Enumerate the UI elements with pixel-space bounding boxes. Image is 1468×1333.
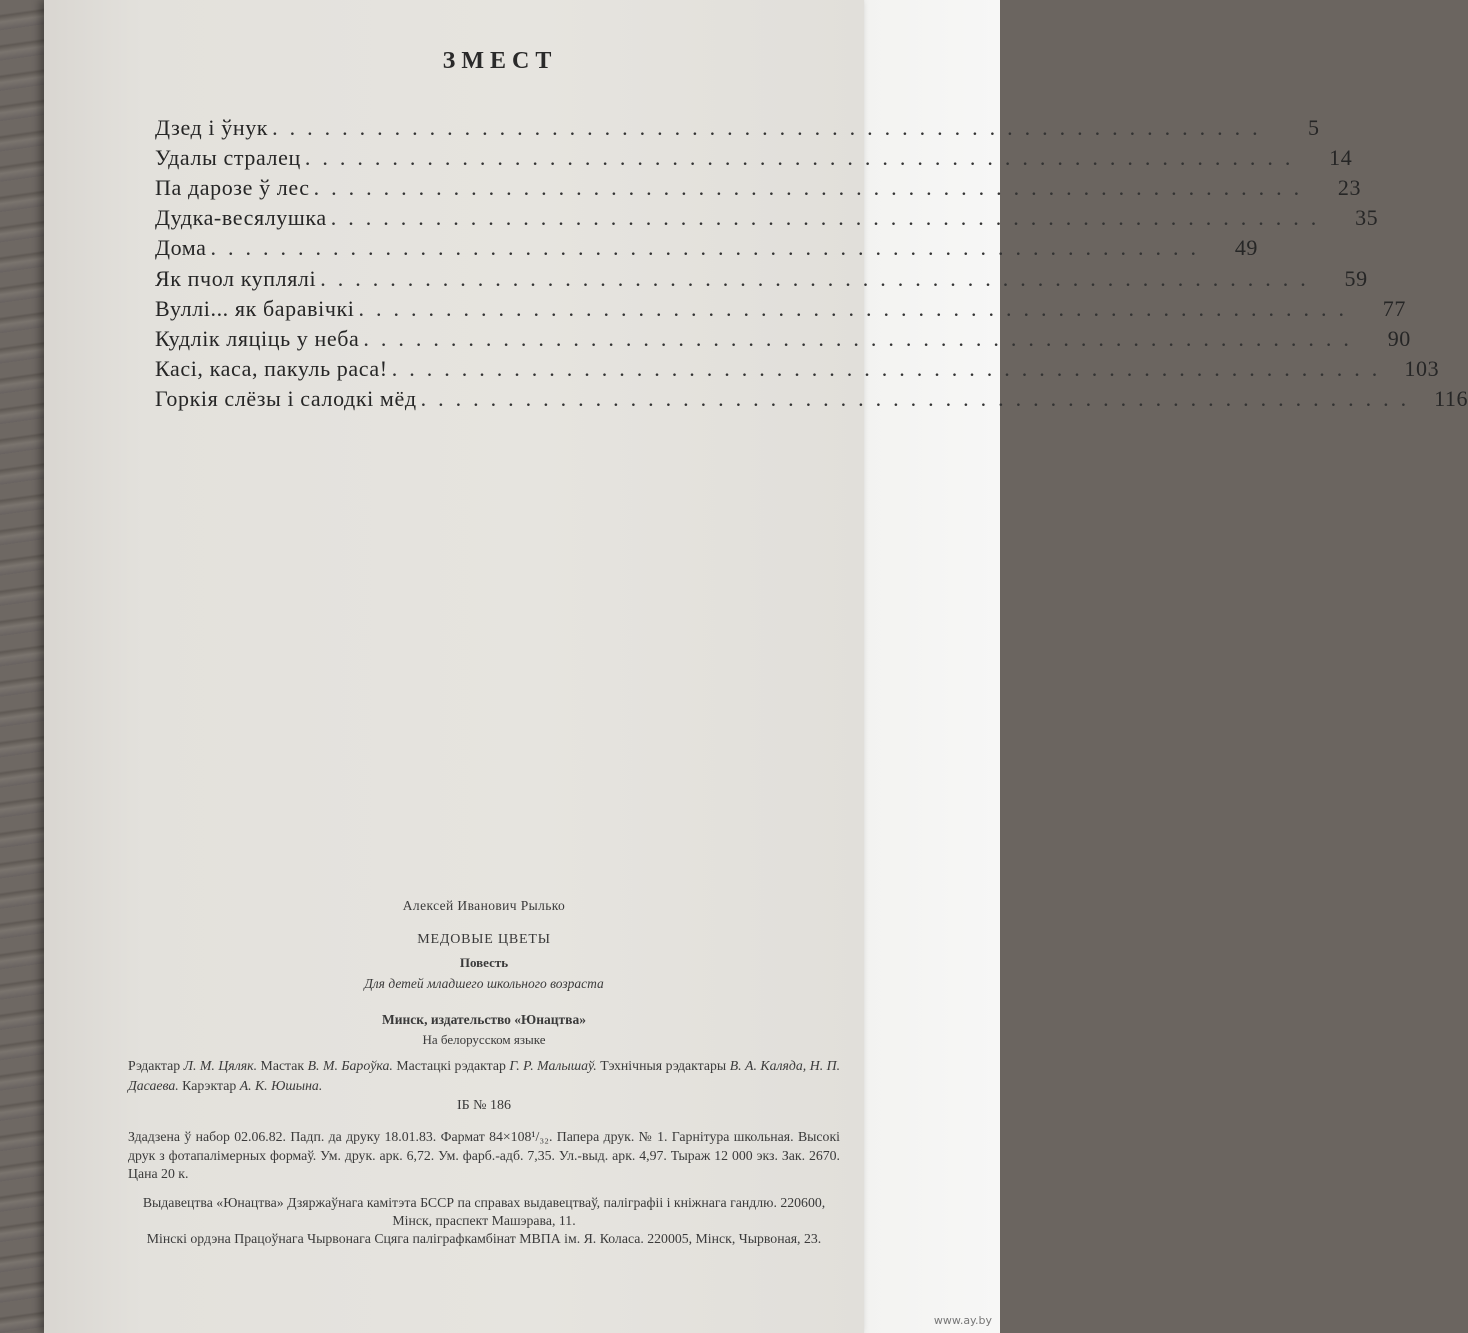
tech-editors-label: Тэхнічныя рэдактары <box>600 1058 727 1073</box>
toc-entry-title: Як пчол куплялі <box>155 265 317 291</box>
leader-dots: ......................................................... <box>320 265 1318 291</box>
toc-entry <box>155 354 1440 384</box>
toc-entry-page: 49 <box>1234 235 1259 261</box>
printer-address: Мінскі ордэна Працоўнага Чырвонага Сцяга паліграфкамбінат МВПА ім. Я. Коласа. 220005, Мінск, Чырвоная, 23. <box>146 1231 822 1246</box>
toc-entry <box>155 384 1468 414</box>
contents-heading: ЗМЕСТ <box>442 48 558 74</box>
toc-entry <box>155 203 1379 233</box>
toc-entry-title: Удалы стралец <box>155 145 301 171</box>
art-editor-name: Г. Р. Малышаў. <box>509 1058 597 1073</box>
toc-entry <box>155 113 1320 143</box>
toc-entry-title: Дома <box>155 235 207 261</box>
artist-name: В. М. Бароўка. <box>307 1058 393 1073</box>
editor-name: Л. М. Цяляк. <box>183 1058 258 1073</box>
audience: Для детей младшего школьного возраста <box>364 976 604 991</box>
toc-entry-page: 59 <box>1344 265 1368 291</box>
proofreader-name: А. К. Юшына. <box>239 1078 323 1093</box>
leader-dots: ......................................................... <box>313 175 1312 201</box>
toc-entry-page: 103 <box>1404 355 1440 381</box>
leader-dots: ......................................................... <box>330 205 1329 231</box>
publisher-address: Выдавецтва «Юнацтва» Дзяржаўнага камітэта БССР па справах выдавецтваў, паліграфіі і кніжнага гандлю. 220600, Мінск, праспект Машэрава, 11. <box>142 1195 826 1228</box>
toc-entry <box>155 173 1362 203</box>
editor-label: Рэдактар <box>128 1058 181 1073</box>
book-title: МЕДОВЫЕ ЦВЕТЫ <box>417 932 551 947</box>
toc-entry <box>155 233 1259 263</box>
toc-entry-page: 90 <box>1387 325 1411 351</box>
author-name: Алексей Иванович Рылько <box>402 898 566 913</box>
credits <box>128 1056 840 1096</box>
toc-entry <box>155 294 1406 324</box>
art-editor-label: Мастацкі рэдактар <box>396 1058 506 1073</box>
toc-entry-page: 77 <box>1382 295 1406 321</box>
toc-entry <box>155 143 1353 173</box>
toc-entry-title: Дудка-весялушка <box>155 205 327 231</box>
toc-entry <box>155 263 1368 293</box>
toc-entry-title: Вуллі... як баравічкі <box>155 295 355 321</box>
toc-entry-page: 116 <box>1434 385 1468 411</box>
toc-entry-title: Кудлік ляціць у неба <box>155 325 360 351</box>
leader-dots: ......................................................... <box>210 235 1209 261</box>
watermark: www.ay.by <box>933 1314 992 1327</box>
language-note: На белорусском языке <box>422 1032 546 1047</box>
ib-number: ІБ № 186 <box>456 1098 512 1113</box>
artist-label: Мастак <box>260 1058 305 1073</box>
toc-entry-page: 35 <box>1355 205 1379 231</box>
proofreader-label: Карэктар <box>182 1078 237 1093</box>
leader-dots: ......................................................... <box>391 355 1390 381</box>
toc-entry-page: 5 <box>1307 115 1320 141</box>
toc-entry-page: 14 <box>1329 145 1353 171</box>
toc-entry-page: 23 <box>1337 175 1362 201</box>
toc-entry-title: Дзед і ўнук <box>155 115 269 141</box>
toc-entry-title: Па дарозе ў лес <box>155 175 310 201</box>
leader-dots: ......................................................... <box>358 295 1356 321</box>
table-of-contents <box>155 113 1468 414</box>
leader-dots: ......................................................... <box>363 325 1361 351</box>
leader-dots: ......................................................... <box>304 145 1303 171</box>
genre: Повесть <box>459 955 509 970</box>
toc-entry <box>155 324 1411 354</box>
toc-entry-title: Касі, каса, пакуль раса! <box>155 355 388 381</box>
leader-dots: ......................................................... <box>420 385 1419 411</box>
leader-dots: ......................................................... <box>272 115 1270 141</box>
city-publisher: Минск, издательство «Юнацтва» <box>382 1012 586 1027</box>
tech-editors-names: В. А. Каляда, Н. П. Дасаева. <box>128 1058 841 1093</box>
technical-details: Здадзена ў набор 02.06.82. Падп. да друку 18.01.83. Фармат 84×108¹/₃₂. Папера друк. № 1. Гарнітура школьная. Высокі друк з фотапалімерных формаў. Ум. друк. арк. 6,72. Ум. фарб.-адб. 7,35. Ул.-выд. арк. 4,97. Тыраж 12 000 экз. Зак. 2670. Цана 20 к. <box>128 1129 840 1181</box>
toc-entry-title: Горкія слёзы і салодкі мёд <box>155 385 417 411</box>
